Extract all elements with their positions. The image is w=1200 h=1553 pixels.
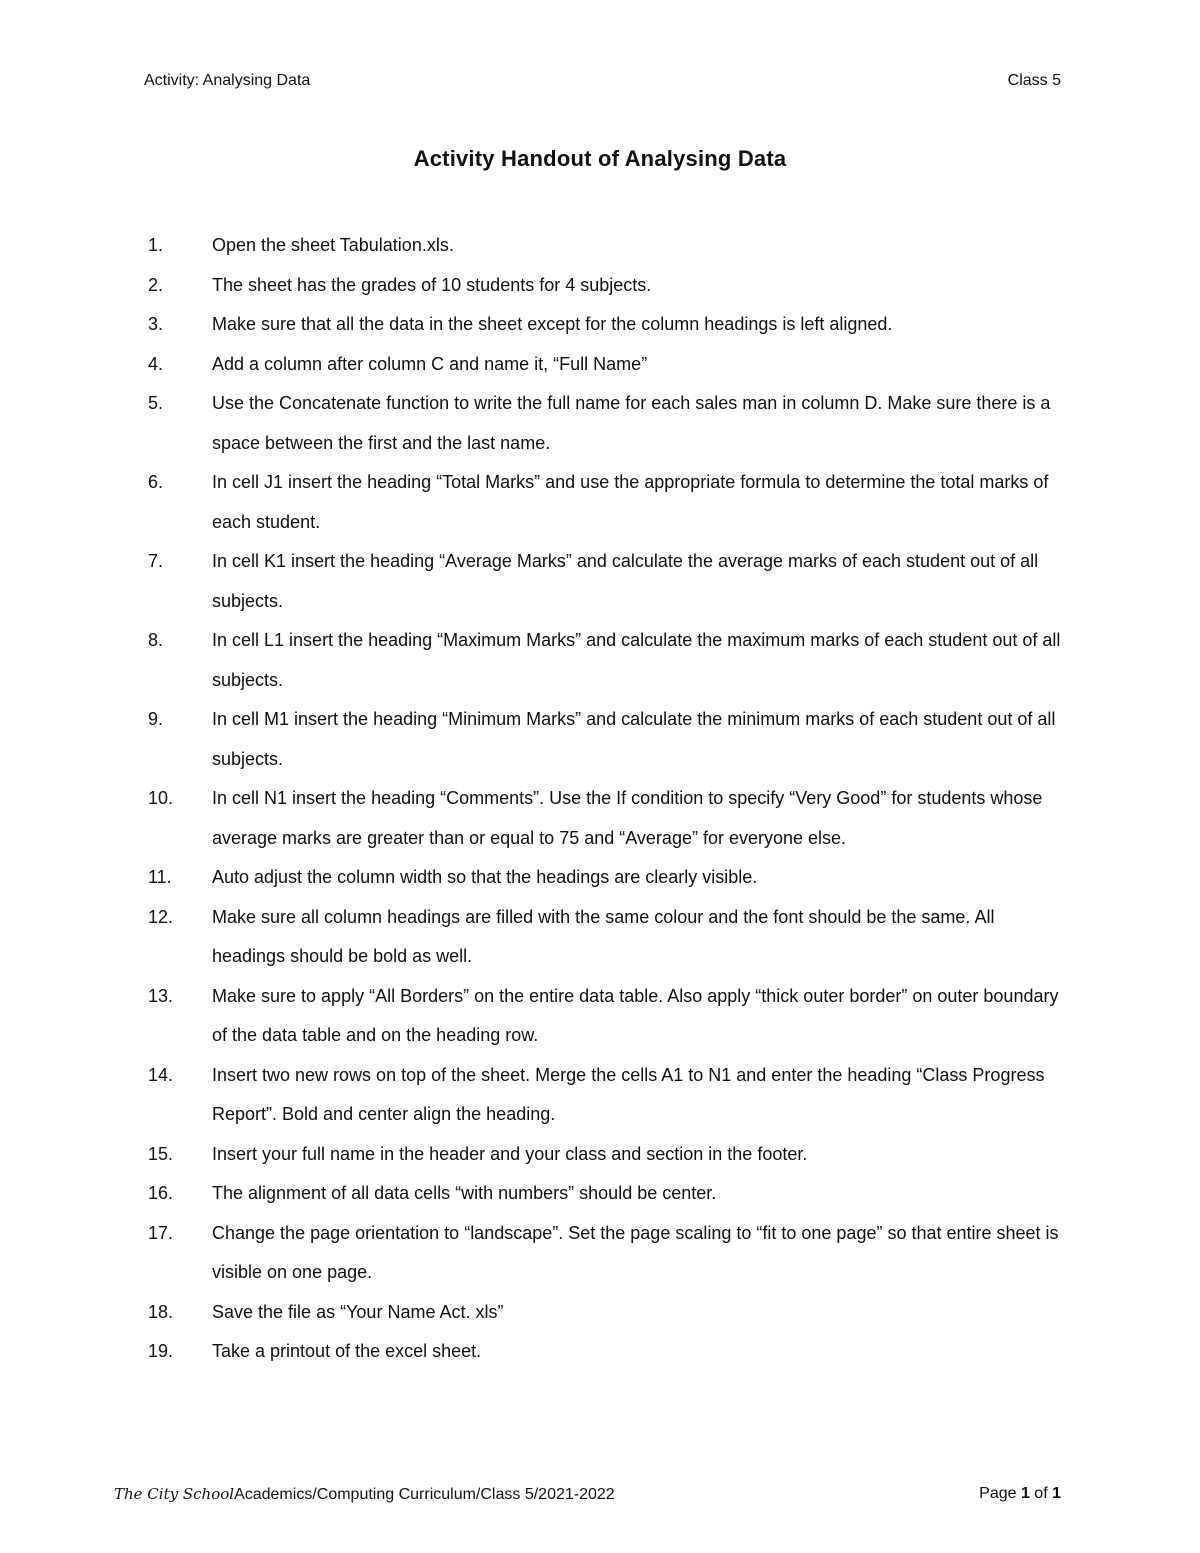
list-item-text: Insert your full name in the header and your class and section in the footer. bbox=[212, 1143, 808, 1164]
list-item-number: 8. bbox=[148, 630, 164, 650]
list-item bbox=[148, 384, 1068, 463]
list-item-text: Make sure to apply “All Borders” on the entire data table. Also apply “thick outer border” on outer boundary of the data table and on the heading row. bbox=[212, 985, 1059, 1045]
list-item bbox=[148, 1174, 1068, 1214]
list-item bbox=[148, 463, 1068, 542]
list-item-text: The alignment of all data cells “with numbers” should be center. bbox=[212, 1183, 717, 1203]
list-item-number: 10. bbox=[148, 788, 174, 808]
page-of: of bbox=[1029, 1485, 1053, 1502]
list-item bbox=[148, 305, 1068, 345]
list-item-number: 19. bbox=[148, 1341, 174, 1361]
list-item-number: 17. bbox=[148, 1222, 174, 1243]
list-item-text: Save the file as “Your Name Act. xls” bbox=[212, 1301, 504, 1322]
list-item-text: The sheet has the grades of 10 students for 4 subjects. bbox=[212, 274, 652, 295]
page-total: 1 bbox=[1052, 1485, 1061, 1502]
list-item-text: Take a printout of the excel sheet. bbox=[212, 1341, 482, 1361]
list-item bbox=[148, 977, 1068, 1056]
list-item-number: 14. bbox=[148, 1064, 174, 1085]
page-current: 1 bbox=[1020, 1485, 1030, 1502]
list-item-number: 9. bbox=[148, 709, 164, 729]
header-class: Class 5 bbox=[1007, 72, 1061, 89]
list-item bbox=[148, 700, 1068, 779]
list-item-text: In cell K1 insert the heading “Average Marks” and calculate the average marks of each student out of all subjects. bbox=[212, 551, 1039, 611]
list-item-text: In cell L1 insert the heading “Maximum Marks” and calculate the maximum marks of each student out of all subjects. bbox=[212, 630, 1061, 690]
header-activity-title: Activity: Analysing Data bbox=[144, 72, 311, 89]
list-item-text: In cell N1 insert the heading “Comments”. Use the If condition to specify “Very Good” for students whose average marks are greater than or equal to 75 and “Average” for everyone else. bbox=[212, 788, 1043, 848]
list-item bbox=[148, 542, 1068, 621]
list-item bbox=[148, 1135, 1068, 1175]
list-item-text: Open the sheet Tabulation.xls. bbox=[212, 235, 454, 255]
footer-left bbox=[114, 1485, 615, 1504]
school-name: The City School bbox=[114, 1485, 235, 1503]
list-item bbox=[148, 345, 1068, 385]
list-item-text: Make sure all column headings are filled with the same colour and the font should be the same. All headings should be bold as well. bbox=[212, 906, 995, 966]
list-item-text: Make sure that all the data in the sheet except for the column headings is left aligned. bbox=[212, 314, 893, 334]
list-item-number: 3. bbox=[148, 314, 164, 334]
list-item bbox=[148, 621, 1068, 700]
list-item bbox=[148, 1332, 1068, 1372]
list-item-number: 15. bbox=[148, 1143, 174, 1164]
list-item-number: 12. bbox=[148, 906, 174, 927]
list-item-text: Change the page orientation to “landscape”. Set the page scaling to “fit to one page” so that entire sheet is visible on one page. bbox=[212, 1222, 1059, 1282]
page-word: Page bbox=[979, 1485, 1021, 1502]
list-item bbox=[148, 779, 1068, 858]
curriculum-path: Academics/Computing Curriculum/Class 5/2021-2022 bbox=[234, 1486, 615, 1503]
list-item-number: 13. bbox=[148, 985, 174, 1006]
list-item-number: 2. bbox=[148, 274, 164, 295]
list-item-number: 18. bbox=[148, 1301, 174, 1322]
page-number bbox=[979, 1485, 1061, 1503]
list-item-number: 7. bbox=[148, 551, 164, 571]
list-item-text: Add a column after column C and name it, “Full Name” bbox=[212, 353, 648, 374]
list-item-number: 4. bbox=[148, 353, 164, 374]
list-item bbox=[148, 1214, 1068, 1293]
list-item bbox=[148, 898, 1068, 977]
list-item-number: 1. bbox=[148, 235, 164, 255]
list-item-text: In cell J1 insert the heading “Total Marks” and use the appropriate formula to determine the total marks of each student. bbox=[212, 472, 1049, 532]
list-item-text: Use the Concatenate function to write the full name for each sales man in column D. Make sure there is a space between the first and the last name. bbox=[212, 393, 1051, 453]
page-title: Activity Handout of Analysing Data bbox=[413, 146, 787, 171]
page-footer bbox=[114, 1485, 1061, 1511]
list-item bbox=[148, 858, 1068, 898]
list-item-number: 16. bbox=[148, 1183, 174, 1203]
instruction-list bbox=[148, 226, 1068, 1372]
list-item bbox=[148, 266, 1068, 306]
list-item bbox=[148, 1056, 1068, 1135]
page-header bbox=[144, 72, 1061, 96]
list-item-text: Insert two new rows on top of the sheet. Merge the cells A1 to N1 and enter the heading “Class Progress Report”. Bold and center align the heading. bbox=[212, 1064, 1045, 1124]
list-item-text: Auto adjust the column width so that the headings are clearly visible. bbox=[212, 867, 758, 887]
list-item-number: 5. bbox=[148, 393, 164, 413]
list-item-text: In cell M1 insert the heading “Minimum Marks” and calculate the minimum marks of each student out of all subjects. bbox=[212, 709, 1056, 769]
list-item bbox=[148, 1293, 1068, 1333]
list-item-number: 6. bbox=[148, 472, 164, 492]
list-item bbox=[148, 226, 1068, 266]
list-item-number: 11. bbox=[148, 867, 172, 887]
